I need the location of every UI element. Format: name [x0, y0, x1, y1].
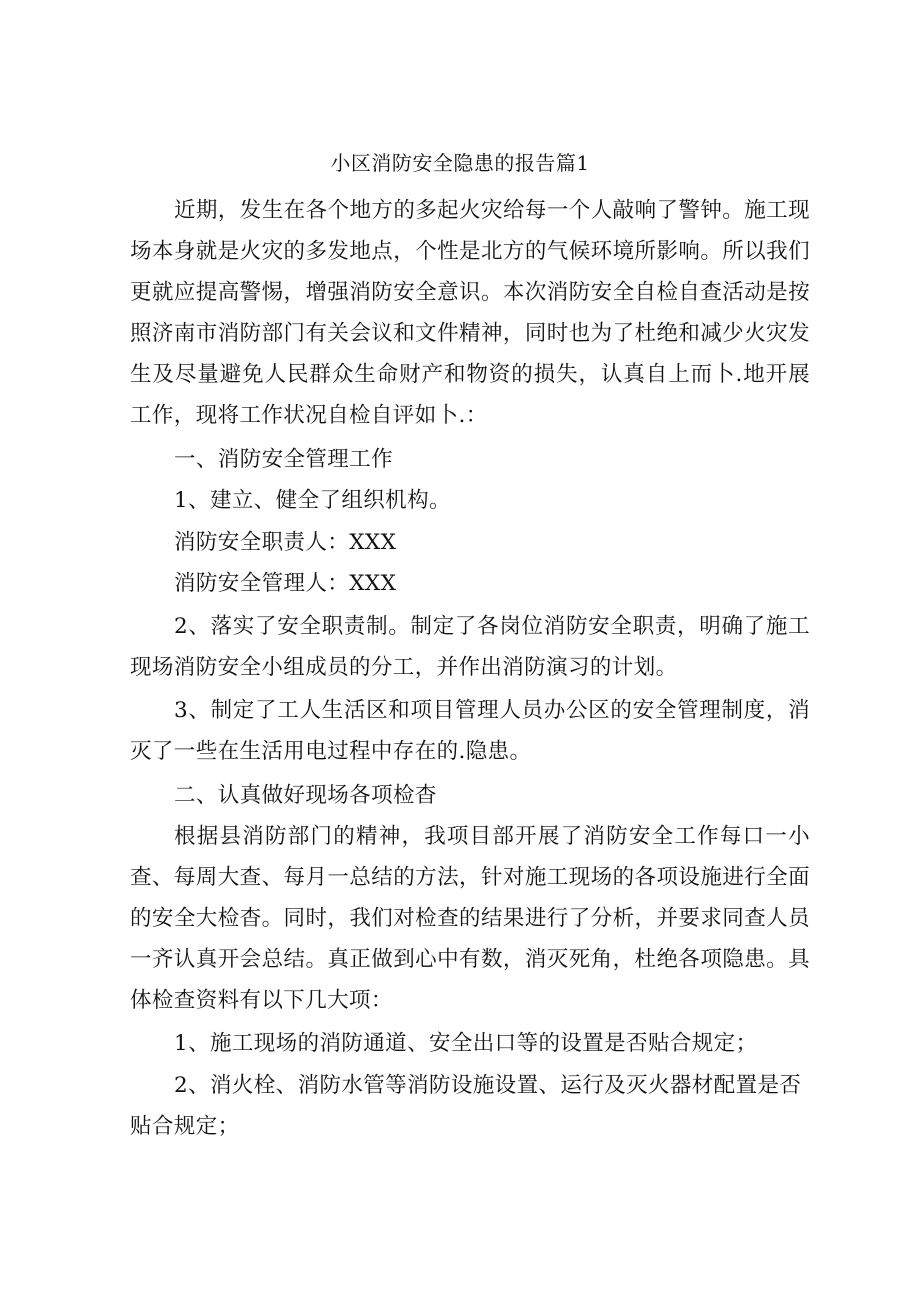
intro-paragraph: 近期，发生在各个地方的多起火灾给每一个人敲响了警钟。施工现场本身就是火灾的多发地点，个性是北方的气候环境所影响。所以我们更就应提高警惕，增强消防安全意识。本次消防安全自检自查活动是按照济南市消防部门有关会议和文件精神，同时也为了杜绝和减少火灾发生及尽量避免人民群众生命财产和物资的损失，认真自上而卜.地开展工作，现将工作状况自检自评如卜.：: [130, 198, 810, 428]
document-title: 小区消防安全隐患的报告篇1: [330, 151, 590, 175]
item-3-paragraph: 3、制定了工人生活区和项目管理人员办公区的安全管理制度，消灭了一些在生活用电过程中存在的.隐患。: [130, 698, 810, 764]
check-item-2-line-2: 贴合规定；: [130, 1114, 240, 1139]
manager: 消防安全管理人：XXX: [174, 571, 397, 596]
section1-heading: 一、消防安全管理工作: [174, 447, 394, 472]
check-item-1: 1、施工现场的消防通道、安全出口等的设置是否贴合规定；: [174, 1031, 758, 1056]
item-2-paragraph: 2、落实了安全职责制。制定了各岗位消防安全职责，明确了施工现场消防安全小组成员的分工，并作出消防演习的计划。: [130, 614, 810, 680]
section2-heading: 二、认真做好现场各项检杳: [174, 783, 437, 808]
check-item-2-line-1: 2、消火栓、消防水管等消防设施设置、运行及灭火器材配置是否: [174, 1073, 802, 1098]
item-1: 1、建立、健全了组织机构。: [174, 488, 451, 513]
responsible-person: 消防安全职责人：XXX: [174, 530, 397, 555]
section2-paragraph: 根据县消防部门的精神，我项目部开展了消防安全工作每口一小查、每周大查、每月一总结的方法，针对施工现场的各项设施进行全面的安全大检杳。同时，我们对检查的结果进行了分析，并要求同查人员一齐认真开会总结。真正做到心中有数，消灭死角，杜绝各项隐患。具体检查资料有以下几大项：: [130, 824, 810, 1013]
